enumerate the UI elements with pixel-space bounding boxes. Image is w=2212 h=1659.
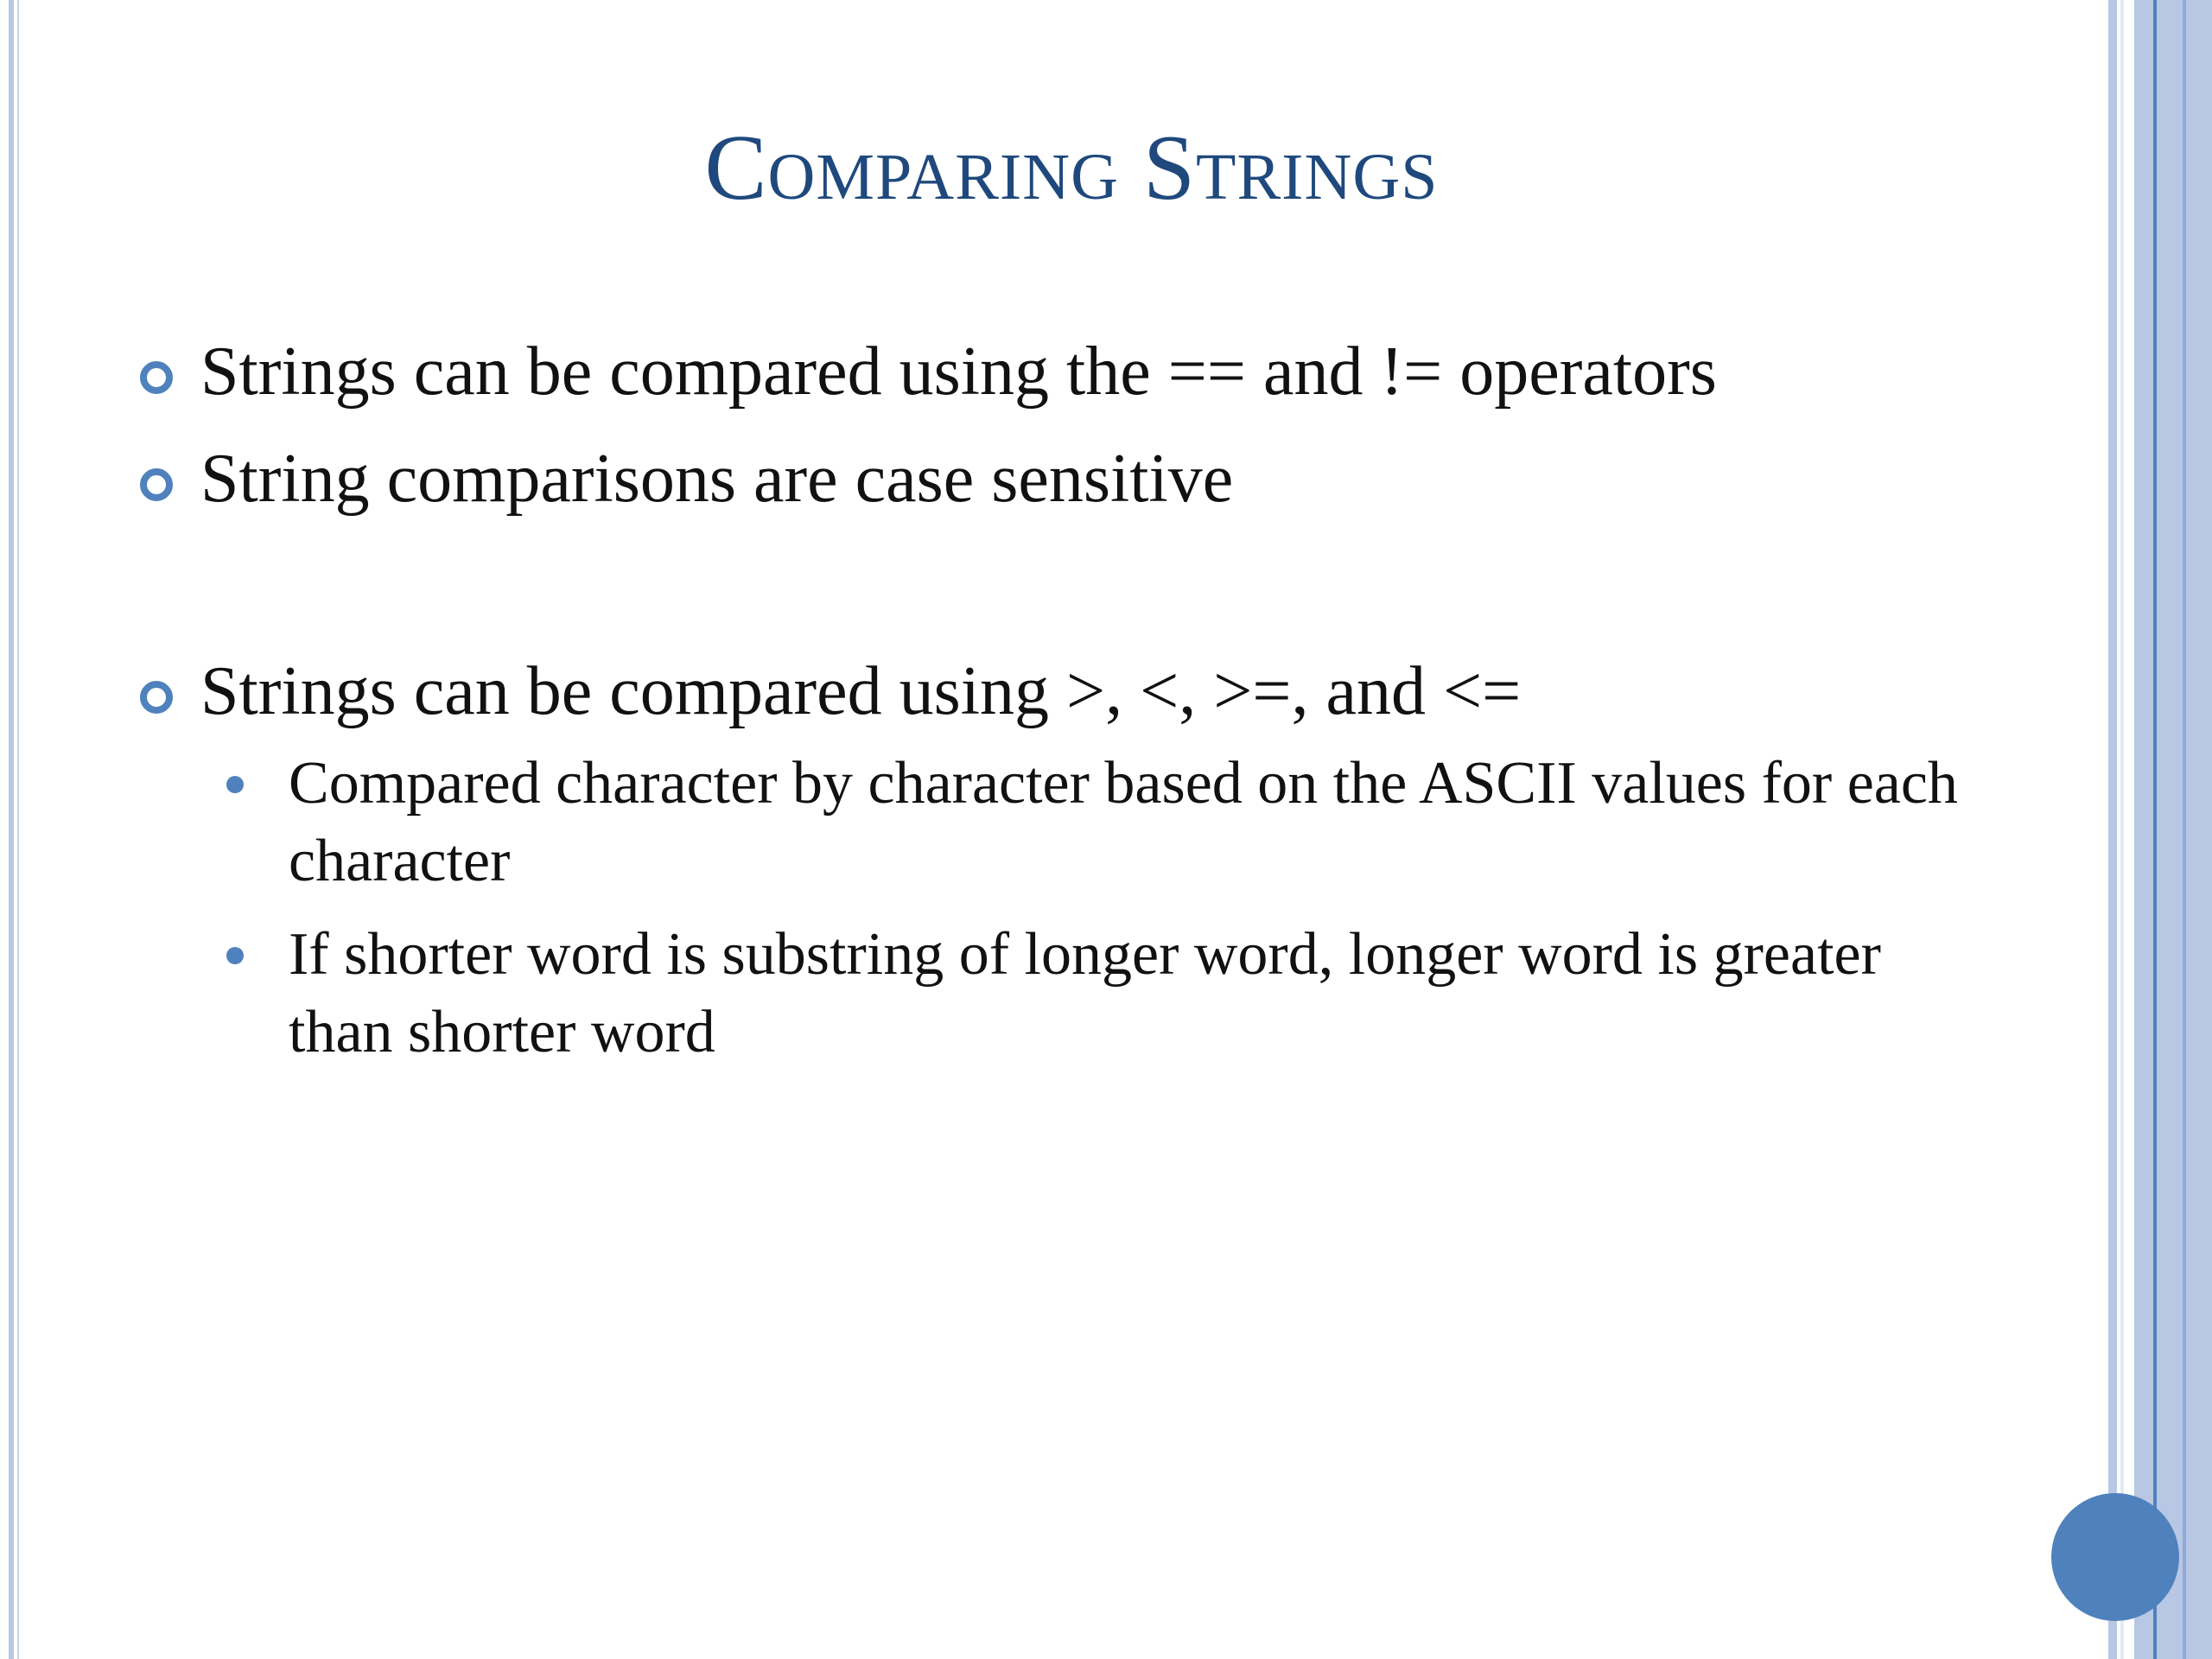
slide-title: Comparing Strings [704,117,1439,219]
bullet-text: Strings can be compared using >, <, >=, and <= [200,653,1522,729]
bullet-text: String comparisons are case sensitive [200,441,1234,517]
ring-bullet-icon [140,361,173,394]
bullet-text: Strings can be compared using the == and != operators [200,334,1717,410]
right-decorative-border [2108,0,2212,1659]
left-decorative-border [0,0,28,1659]
bullet-item [130,648,1987,734]
sub-bullet-item [130,745,1987,900]
sub-bullet-text: Compared character by character based on the ASCII values for each character [289,750,1958,894]
sub-bullet-item [130,916,1987,1071]
ring-bullet-icon [140,681,173,714]
slide-content [130,328,1987,1071]
ring-bullet-icon [140,468,173,501]
corner-circle-decoration [2051,1493,2179,1621]
bullet-item [130,435,1987,522]
bullet-item [130,328,1987,415]
dot-bullet-icon [226,776,244,793]
sub-bullet-text: If shorter word is substring of longer word, longer word is greater than shorter word [289,921,1881,1065]
dot-bullet-icon [226,947,244,964]
